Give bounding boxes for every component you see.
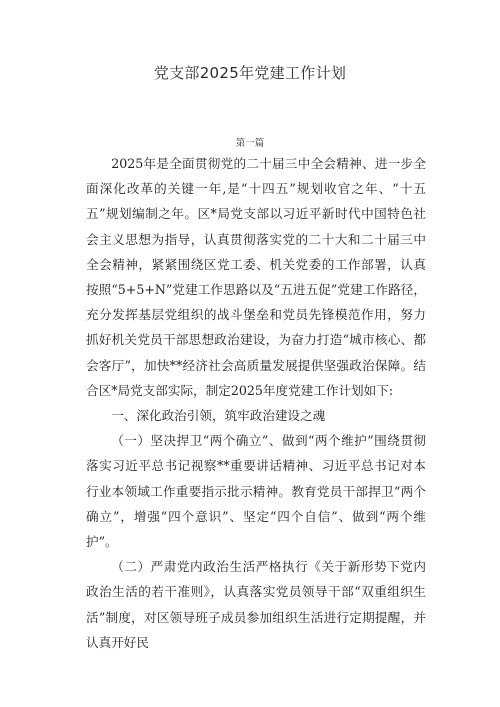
document-title: 党支部2025年党建工作计划 bbox=[153, 64, 347, 82]
document-body bbox=[86, 151, 426, 655]
section-heading-1: 一、深化政治引领，筑牢政治建设之魂 bbox=[111, 408, 326, 424]
section-label: 第一篇 bbox=[235, 138, 265, 149]
paragraph-intro: 2025年是全面贯彻党的二十届三中全会精神、进一步全面深化改革的关键一年,是“十四五”规划收官之年、“十五五”规划编制之年。区*局党支部以习近平新时代中国特色社会主义思想为指导，认真贯彻落实党的二十大和二十届三中全会精神，紧紧围绕区党工委、机关党委的工作部署，认真按照“5+5+N”党建工作思路以及“五进五促”党建工作路径，充分发挥基层党组织的战斗堡垒和党员先锋模范作用，努力抓好机关党员干部思想政治建设，为奋力打造“城市核心、都会客厅”，加快**经济社会高质量发展提供坚强政治保障。结合区*局党支部实际，制定2025年度党建工作计划如下: bbox=[86, 156, 426, 398]
paragraph-item-1: （一）坚决捍卫“两个确立”、做到“两个维护”围绕贯彻落实习近平总书记视察**重要讲话精神、习近平总书记对本行业本领域工作重要指示批示精神。教育党员干部捍卫“两个确立”，增强“四个意识”、坚定“四个自信”、做到“两个维护”。 bbox=[86, 433, 426, 550]
paragraph-item-2: （二）严肃党内政治生活严格执行《关于新形势下党内政治生活的若干准则》，认真落实党员领导干部“双重组织生活”制度，对区领导班子成员参加组织生活进行定期提醒，并认真开好民 bbox=[86, 559, 426, 650]
